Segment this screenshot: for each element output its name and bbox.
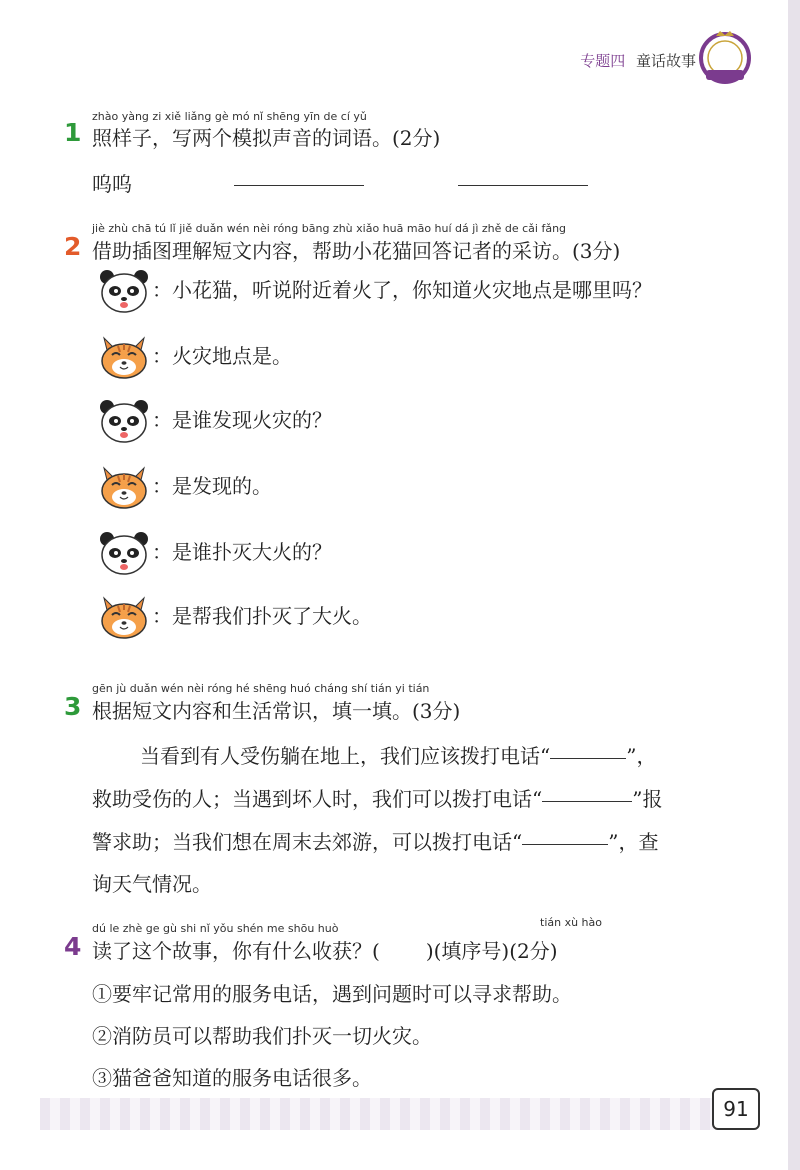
- q2-pinyin: jiè zhù chā tú lǐ jiě duǎn wén nèi róng bāng zhù xiǎo huā māo huí dá jì zhě de cǎi fǎng: [92, 222, 567, 235]
- q3-paragraph-line-1: 当看到有人受伤躺在地上，我们应该拨打电话“ ”，: [140, 744, 657, 768]
- q3-paragraph-line-2: 救助受伤的人；当遇到坏人时，我们可以拨打电话“ ”报: [92, 787, 663, 811]
- q2-dialog-line: ：小花猫，听说附近着火了，你知道火灾地点是哪里吗？: [152, 278, 652, 302]
- cat-icon: [98, 594, 150, 640]
- q1-pinyin: zhào yàng zi xiě liǎng gè mó nǐ shēng yīn de cí yǔ: [92, 110, 367, 123]
- header-title: 童话故事: [635, 52, 696, 70]
- page-number: 91: [712, 1088, 760, 1130]
- panda-reporter-icon: [98, 268, 150, 314]
- q2-dialog-line: ：是发现的。: [152, 474, 272, 498]
- q4-pinyin-fill: tián xù hào: [540, 916, 602, 929]
- header-topic: 专题四: [580, 52, 626, 70]
- q3-blank-1[interactable]: [550, 757, 626, 759]
- q1-answer-blank-2[interactable]: [458, 184, 588, 186]
- q3-pinyin: gēn jù duǎn wén nèi róng hé shēng huó cháng shí tián yi tián: [92, 682, 430, 695]
- question-number-4: 4: [64, 932, 82, 961]
- q2-dialog-line: ：是帮我们扑灭了大火。: [152, 604, 372, 628]
- panda-reporter-icon: [98, 398, 150, 444]
- q3-blank-3[interactable]: [522, 843, 608, 845]
- q2-dialog-line: ：是谁发现火灾的？: [152, 408, 332, 432]
- q3-paragraph-line-4: 询天气情况。: [92, 872, 212, 896]
- q4-option-1: ①要牢记常用的服务电话，遇到问题时可以寻求帮助。: [92, 982, 572, 1006]
- cat-icon: [98, 334, 150, 380]
- question-number-2: 2: [64, 232, 82, 261]
- q1-example: 呜呜: [92, 172, 132, 196]
- panda-reporter-icon: [98, 530, 150, 576]
- q2-dialog-line: ：火灾地点是。: [152, 344, 292, 368]
- question-number-3: 3: [64, 692, 82, 721]
- cat-icon: [98, 464, 150, 510]
- q1-prompt: 照样子，写两个模拟声音的词语。(2分): [92, 126, 441, 150]
- q4-pinyin: dú le zhè ge gù shi nǐ yǒu shén me shōu huò: [92, 922, 339, 935]
- question-number-1: 1: [64, 118, 82, 147]
- brand-seal-icon: [698, 28, 752, 88]
- q4-option-2: ②消防员可以帮助我们扑灭一切火灾。: [92, 1024, 432, 1048]
- q4-prompt: 读了这个故事，你有什么收获？( )(填序号)(2分): [92, 939, 558, 963]
- footer-band: [40, 1098, 740, 1130]
- q3-paragraph-line-3: 警求助；当我们想在周末去郊游，可以拨打电话“ ”，查: [92, 830, 659, 854]
- q3-prompt: 根据短文内容和生活常识，填一填。(3分): [92, 699, 461, 723]
- q2-dialog-line: ：是谁扑灭大火的？: [152, 540, 332, 564]
- q4-option-3: ③猫爸爸知道的服务电话很多。: [92, 1066, 372, 1090]
- q3-blank-2[interactable]: [542, 800, 632, 802]
- page-header: [580, 50, 696, 71]
- q2-prompt: 借助插图理解短文内容，帮助小花猫回答记者的采访。(3分): [92, 239, 621, 263]
- q1-answer-blank-1[interactable]: [234, 184, 364, 186]
- page-edge: [788, 0, 800, 1170]
